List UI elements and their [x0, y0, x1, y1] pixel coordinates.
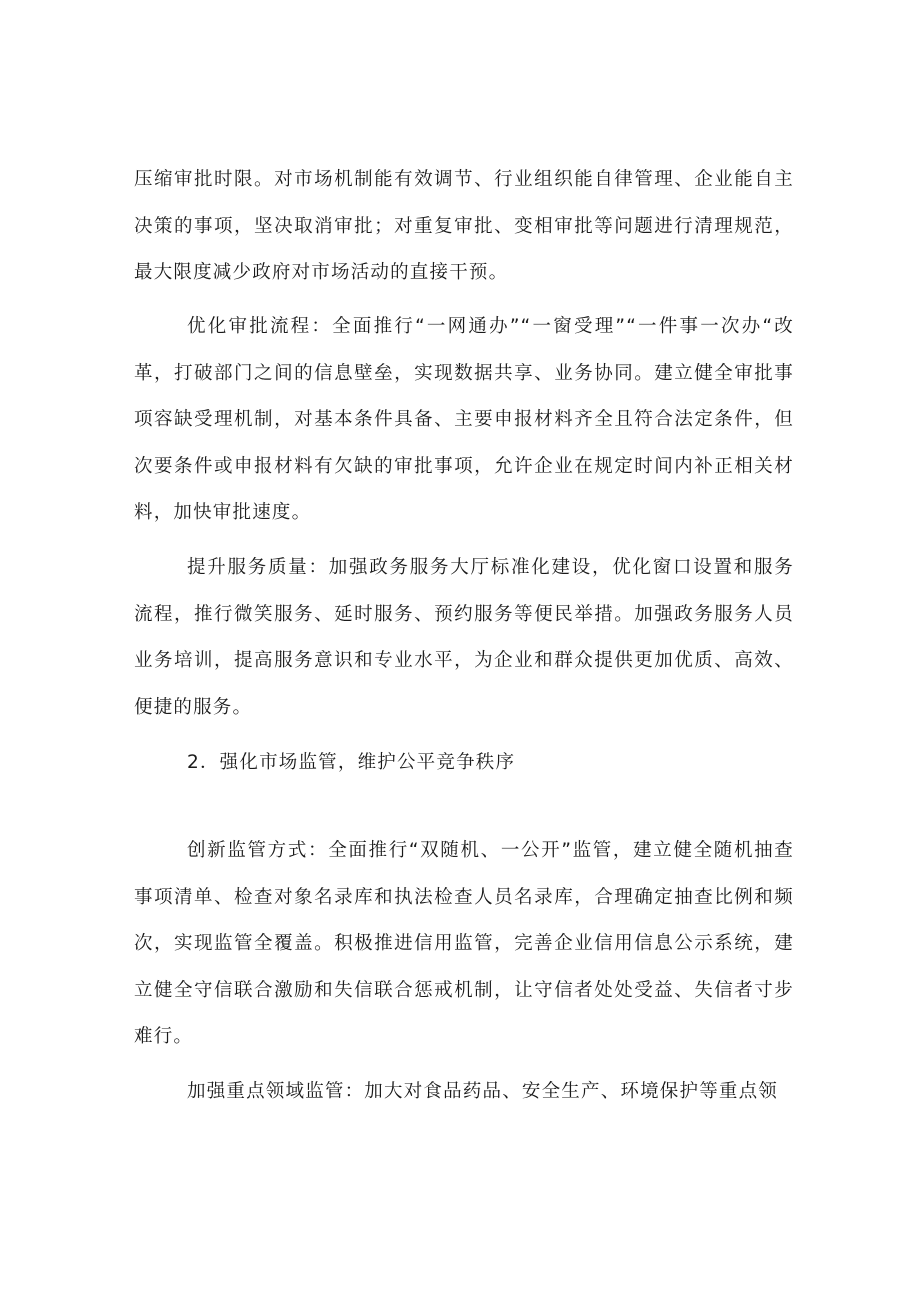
paragraph-key-areas-supervision: 加强重点领域监管：加大对食品药品、安全生产、环境保护等重点领 [187, 1081, 779, 1102]
paragraph-optimize-approval-process: 优化审批流程：全面推行“一网通办”“一窗受理”“一件事一次办“改革，打破部门之间的信息壁垒，实现数据共享、业务协同。建立健全审批事项容缺受理机制，对基本条件具备、主要申报材料齐全且符合法定条件，但次要条件或申报材料有欠缺的审批事项，允许企业在规定时间内补正相关材料，加快审批速度。 [134, 316, 794, 523]
paragraph-approval-time-limit: 压缩审批时限。对市场机制能有效调节、行业组织能自律管理、企业能自主决策的事项，坚决取消审批；对重复审批、变相审批等问题进行清理规范，最大限度减少政府对市场活动的直接干预。 [134, 169, 794, 283]
paragraph-improve-service-quality: 提升服务质量：加强政务服务大厅标准化建设，优化窗口设置和服务流程，推行微笑服务、延时服务、预约服务等便民举措。加强政务服务人员业务培训，提高服务意识和专业水平，为企业和群众提供更加优质、高效、便捷的服务。 [134, 557, 794, 718]
paragraph-innovate-supervision: 创新监管方式：全面推行“双随机、一公开”监管，建立健全随机抽查事项清单、检查对象名录库和执法检查人员名录库，合理确定抽查比例和频次，实现监管全覆盖。积极推进信用监管，完善企业信用信息公示系统，建立健全守信联合激励和失信联合惩戒机制，让守信者处处受益、失信者寸步难行。 [134, 840, 794, 1047]
section-heading-market-supervision: 2．强化市场监管，维护公平竞争秩序 [187, 752, 516, 773]
